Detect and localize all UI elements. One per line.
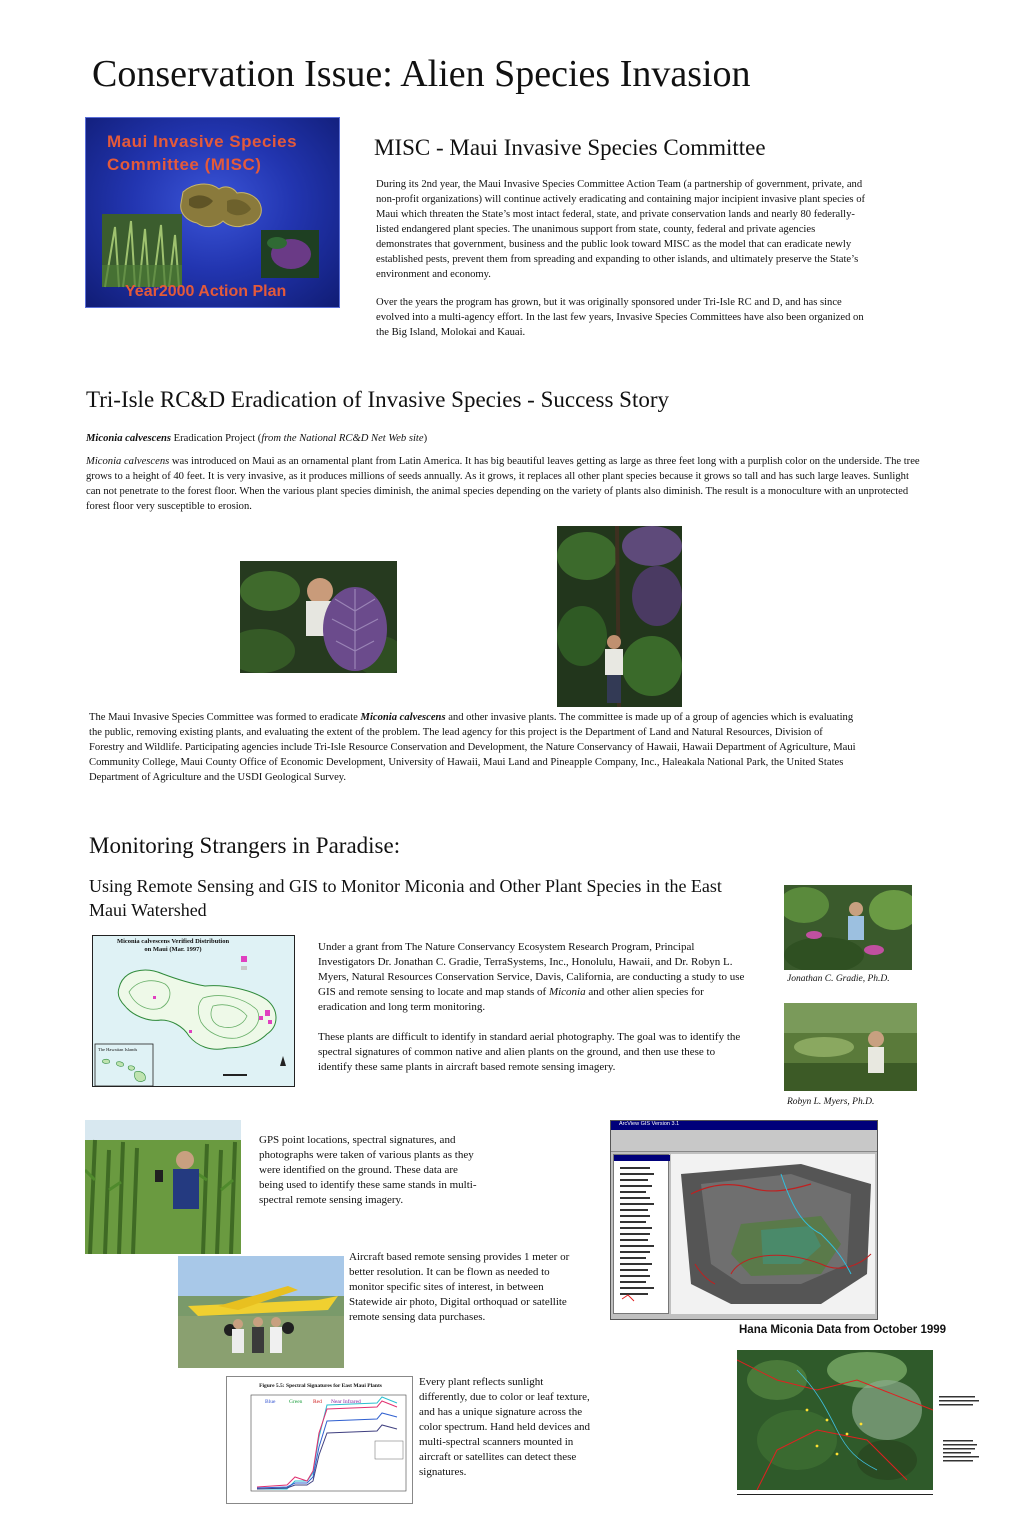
gradie-photo (784, 885, 912, 970)
triisle-subheading (86, 431, 926, 446)
aircraft-text: Aircraft based remote sensing provides 1 meter or better resolution. It can be flown as needed to monitor specific sites of interest, in between Statewide air photo, Digital orthoquad or satellite remote sensing data purchases. (349, 1251, 570, 1323)
gradie-caption: Jonathan C. Gradie, Ph.D. (787, 974, 890, 984)
arcview-legend-panel (613, 1154, 669, 1314)
triisle-intro-text: was introduced on Maui as an ornamental plant from Latin America. It has big beautiful leaves getting as large as three feet long with a purplish color on the underside. The tree grows to a height of 40 feet. It is very invasive, as it produces millions of seeds annually. As it grows, it replaces all other plant species because it grows so tall and has such large leaves. Sunlight can not penetrate to the forest floor. When the various plant species diminish, the animal species depending on the variety of plants also diminish. The result is a monoculture with an unprotected forest floor very susceptible to erosion. (86, 456, 920, 512)
misc-heading: MISC - Maui Invasive Species Committee (374, 135, 766, 160)
arcview-toolbar (611, 1130, 877, 1152)
sunlight-text: Every plant reflects sunlight differently, due to color or leaf texture, and has a unique signature across the color spectrum. Hand held devices and multi-spectral scanners mounted in aircraft or satellites can detect these signatures. (419, 1376, 591, 1478)
triisle-intro (86, 454, 926, 514)
arcview-titlebar (611, 1121, 877, 1130)
myers-photo (784, 1003, 917, 1091)
arcview-map-view (671, 1154, 875, 1314)
grant-text-pre: Under a grant from The Nature Conservancy Ecosystem Research Program, Principal Investigators Dr. Jonathan C. Gradie, TerraSystems, Inc., Honolulu, Hawaii, and Dr. Robyn L. Myers, Natural Resources Conservation Service, Davis, California, are conducting a study to use GIS and remote sensing to locate and map stands of (318, 941, 745, 998)
committee-species: Miconia calvescens (360, 712, 446, 723)
band-label-blue: Blue (265, 1399, 276, 1405)
triisle-intro-species: Miconia calvescens (86, 456, 170, 467)
band-label-red: Red (313, 1399, 322, 1405)
triisle-sub-species: Miconia calvescens (86, 433, 172, 444)
plants-text: These plants are difficult to identify in standard aerial photography. The goal was to identify the spectral signatures of common native and alien plants on the ground, and then use these to identify these same plants in aircraft based remote sensing imagery. (318, 1031, 741, 1073)
page-title: Conservation Issue: Alien Species Invasion (92, 53, 751, 95)
gps-text: GPS point locations, spectral signatures, and photographs were taken of various plants as they were identified on the ground. These data are being used to identify these same stands in multi-spectral remote sensing imagery. (259, 1134, 477, 1206)
grant-text-species: Miconia (548, 986, 586, 998)
triisle-heading: Tri-Isle RC&D Eradication of Invasive Species - Success Story (86, 387, 669, 412)
gps-field-photo (85, 1120, 241, 1254)
hana-caption: Hana Miconia Data from October 1999 (739, 1324, 947, 1336)
misc-logo-footer: Year2000 Action Plan (125, 283, 287, 300)
myers-caption: Robyn L. Myers, Ph.D. (787, 1097, 875, 1107)
misc-logo-line2: Committee (MISC) (107, 155, 262, 174)
triisle-sub-project: Eradication Project ( (171, 433, 262, 444)
misc-body (376, 177, 870, 340)
committee-pre: The Maui Invasive Species Committee was formed to eradicate (89, 712, 361, 723)
map-inset-title: The Hawaiian Islands (98, 1047, 138, 1052)
band-label-green: Green (289, 1399, 303, 1405)
band-label-nir: Near Infrared (331, 1399, 361, 1405)
misc-logo-line1: Maui Invasive Species (107, 132, 298, 151)
grant-text-post: and other alien species for eradication and long term monitoring. (318, 986, 704, 1013)
committee-text (89, 710, 859, 785)
misc-para-1: During its 2nd year, the Maui Invasive Species Committee Action Team (a partnership of government, private, and non-profit organizations) will continue actively eradicating and containing major incipient invasive plant species of Maui which threaten the State’s most intact federal, state, and private conservation lands and nearly 80 federally-listed endangered plant species. The unanimous support from state, county, federal and private agencies demonstrates that government, business and the public look toward MISC as the model that can eradicate newly established pests, prevent them from spreading and expanding to other islands, and ultimately preserve the State’s environment and economy. (376, 179, 866, 280)
miconia-leaf-photo (240, 561, 397, 673)
aircraft-photo (178, 1256, 344, 1368)
spectral-figure (226, 1376, 413, 1504)
monitoring-heading: Monitoring Strangers in Paradise: (89, 833, 401, 858)
monitoring-subheading: Using Remote Sensing and GIS to Monitor Miconia and Other Plant Species in the East Maui Watershed (89, 876, 722, 920)
arcview-screenshot (610, 1120, 878, 1320)
map-subtitle: on Maui (Mar. 1997) (144, 946, 202, 953)
committee-post: and other invasive plants. The committee is made up of a group of agencies which is evaluating the public, removing existing plants, and evaluating the extent of the problem. The lead agency for this project is the Department of Land and Natural Resources, Division of Forestry and Wildlife. Participating agencies include Tri-Isle Resource Conservation and Development, the Nature Conservancy of Hawaii, Hawaii Department of Agriculture, Maui Community College, Maui County Office of Economic Development, University of Hawaii, Maui Land and Pineapple Company, Inc., Haleakala National Park, the United States Department of Agriculture and the USDI Geological Survey. (89, 712, 856, 783)
miconia-distribution-map (92, 935, 295, 1087)
grant-text (318, 940, 750, 1015)
map-title: Miconia calvescens Verified Distribution (116, 938, 230, 945)
hana-miconia-map (737, 1350, 983, 1500)
miconia-forest-photo (557, 526, 682, 707)
misc-para-2: Over the years the program has grown, but it was originally sponsored under Tri-Isle RC and D, and has since evolved into a multi-agency effort. In the last few years, Invasive Species Committees have also been organized on the Big Island, Molokai and Kauai. (376, 297, 864, 338)
triisle-sub-close: ) (423, 433, 428, 444)
triisle-sub-source: from the National RC&D Net Web site (261, 433, 424, 444)
arcview-title: ArcView GIS Version 3.1 (619, 1121, 680, 1127)
spectral-figure-title: Figure 5.5: Spectral Signatures for East Maui Plants (259, 1383, 382, 1389)
misc-logo-image (85, 117, 340, 308)
